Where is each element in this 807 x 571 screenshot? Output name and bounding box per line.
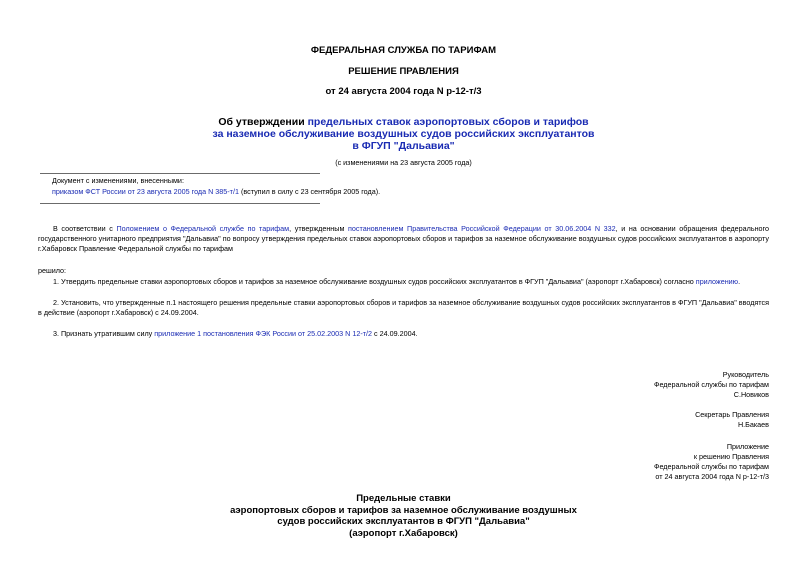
changes-link[interactable]: приказом ФСТ России от 23 августа 2005 года N 385-т/1 bbox=[52, 187, 239, 196]
agency-heading: ФЕДЕРАЛЬНАЯ СЛУЖБА ПО ТАРИФАМ bbox=[310, 45, 497, 56]
signature-secretary bbox=[695, 410, 769, 430]
annex-ref-line-3: Федеральной службы по тарифам bbox=[654, 462, 769, 471]
title-prefix: Об утверждении bbox=[218, 116, 308, 128]
decision-item-1 bbox=[38, 277, 769, 287]
amended-note: (с изменениями на 23 августа 2005 года) bbox=[335, 158, 472, 167]
annex-ref-line-2: к решению Правления bbox=[693, 452, 769, 461]
annex-title-line-4: (аэропорт г.Хабаровск) bbox=[349, 527, 458, 539]
head-org: Федеральной службы по тарифам bbox=[654, 380, 769, 389]
secretary-name: Н.Бакаев bbox=[737, 420, 769, 429]
head-name: С.Новиков bbox=[733, 390, 769, 399]
document-title bbox=[0, 116, 807, 152]
changes-entry bbox=[52, 187, 380, 197]
annex-ref-line-4: от 24 августа 2004 года N р-12-т/3 bbox=[655, 472, 769, 481]
changes-suffix: (вступил в силу с 23 сентября 2005 года). bbox=[238, 187, 381, 196]
preamble-text-2: , утвержденным bbox=[289, 224, 348, 233]
annex-ref-line-1: Приложение bbox=[726, 442, 769, 451]
title-link-line-2[interactable]: за наземное обслуживание воздушных судов российских эксплуатантов bbox=[212, 128, 595, 140]
annex-title-line-1: Предельные ставки bbox=[356, 493, 451, 504]
item-1-annex-link[interactable]: приложению bbox=[695, 277, 739, 286]
preamble-link-regulation[interactable]: Положением о Федеральной службе по тарифам bbox=[116, 224, 290, 233]
item-3-end: с 24.09.2004. bbox=[372, 329, 418, 338]
title-link-line-1[interactable]: предельных ставок аэропортовых сборов и тарифов bbox=[307, 116, 589, 128]
decided-label: решило: bbox=[38, 266, 67, 275]
changes-label: Документ с изменениями, внесенными: bbox=[52, 176, 184, 185]
item-3-text: 3. Признать утратившим силу bbox=[53, 329, 155, 338]
annex-title-line-2: аэропортовых сборов и тарифов за наземное обслуживание воздушных bbox=[230, 504, 577, 516]
decision-item-3 bbox=[38, 329, 769, 339]
preamble-link-decree[interactable]: постановлением Правительства Российской Федерации от 30.06.2004 N 332 bbox=[348, 224, 616, 233]
changes-top-rule bbox=[40, 173, 320, 174]
title-link-line-3[interactable]: в ФГУП "Дальавиа" bbox=[352, 140, 455, 152]
annex-reference bbox=[654, 442, 769, 482]
head-title: Руководитель bbox=[722, 370, 769, 379]
signature-head bbox=[654, 370, 769, 400]
item-1-text: 1. Утвердить предельные ставки аэропортовых сборов и тарифов за наземное обслуживание воздушных судов российских эксплуатантов в ФГУП "Дальавиа" (аэропорт г.Хабаровск) согласно bbox=[53, 277, 696, 286]
annex-title-line-3: судов российских эксплуатантов в ФГУП "Дальавиа" bbox=[277, 516, 530, 527]
document-date-number: от 24 августа 2004 года N р-12-т/3 bbox=[325, 86, 482, 97]
secretary-title: Секретарь Правления bbox=[695, 410, 769, 419]
preamble-paragraph bbox=[38, 224, 769, 254]
decision-item-2: 2. Установить, что утвержденные п.1 настоящего решения предельные ставки аэропортовых сборов и тарифов за наземное обслуживание воздушных судов российских эксплуатантов в ФГУП "Дальавиа" вводятся в действие (аэропорт г.Хабаровск) с 24.09.2004. bbox=[38, 298, 769, 317]
changes-bottom-rule bbox=[40, 203, 320, 204]
annex-title bbox=[0, 493, 807, 539]
preamble-text-1: В соответствии с bbox=[53, 224, 117, 233]
document-type-heading: РЕШЕНИЕ ПРАВЛЕНИЯ bbox=[348, 66, 459, 77]
item-1-end: . bbox=[738, 277, 741, 286]
preamble-text-3: , и на основании обращения федерального государственного унитарного предприятия "Дальавиа" по вопросу утверждения предельных ставок аэропортовых сборов и тарифов за наземное обслуживание воздушных судов российских эксплуатантов в аэропорту г.Хабаровск Правление Федеральной службы по тарифам bbox=[38, 224, 770, 253]
item-3-link[interactable]: приложение 1 постановления ФЭК России от 25.02.2003 N 12-т/2 bbox=[154, 329, 372, 338]
